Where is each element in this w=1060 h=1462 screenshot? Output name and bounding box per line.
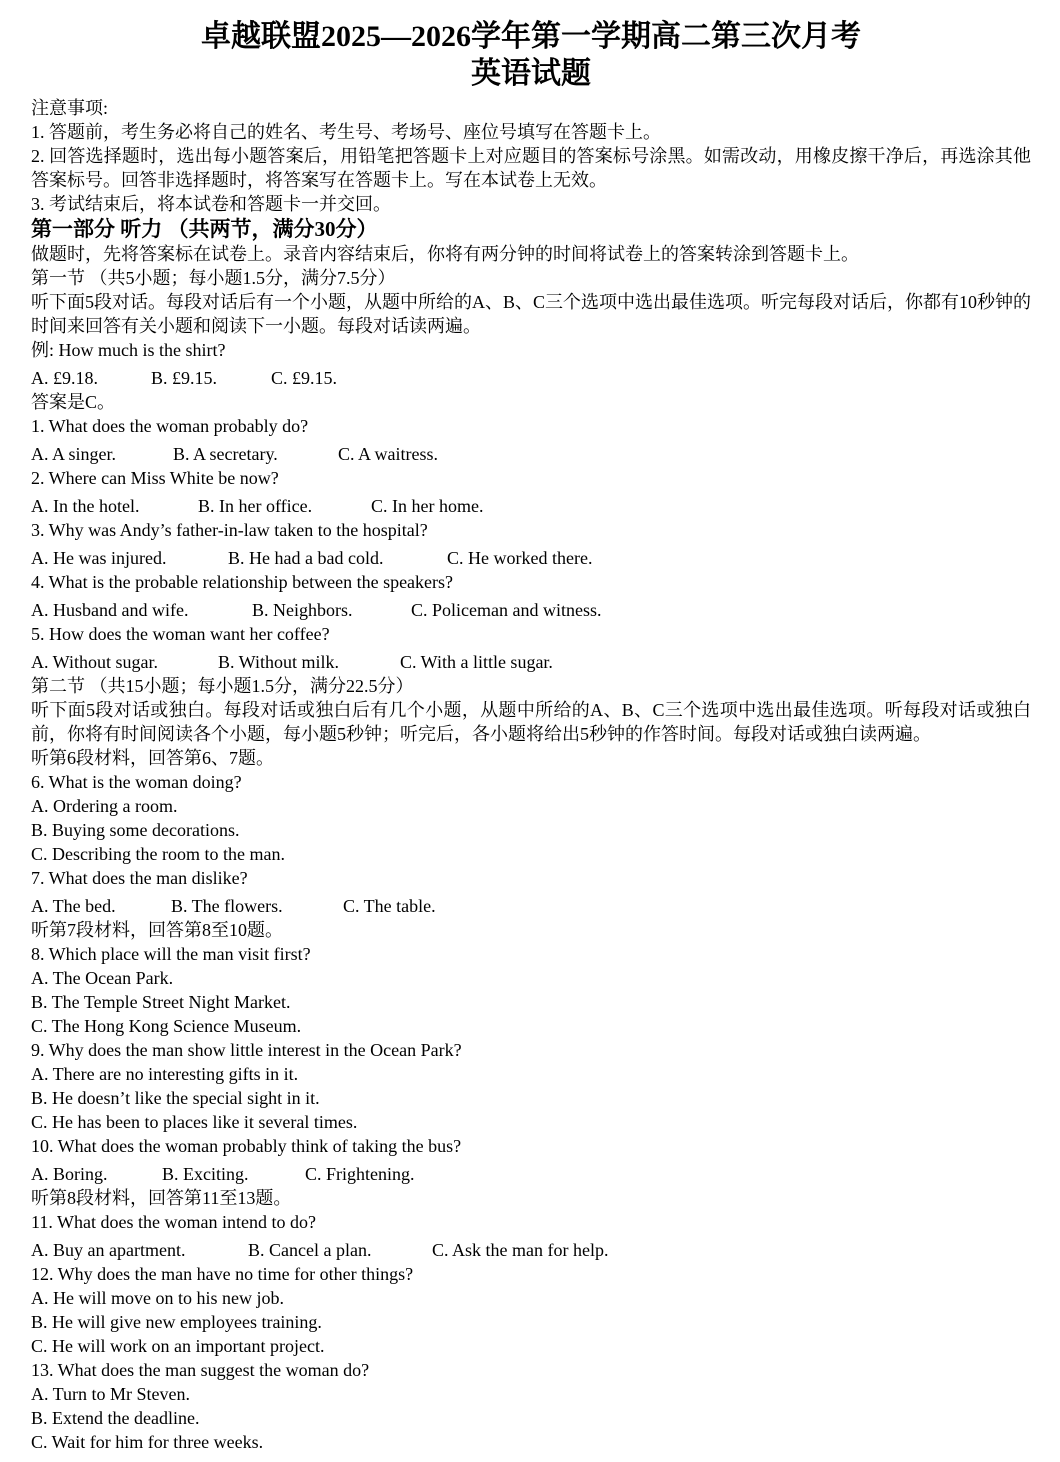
question-8: 8. Which place will the man visit first? (31, 944, 311, 964)
question-5-options (31, 650, 1031, 674)
question-3: 3. Why was Andy’s father-in-law taken to the hospital? (31, 520, 428, 540)
question-3-options (31, 546, 1031, 570)
option: B. Extend the deadline. (31, 1408, 200, 1428)
exam-subtitle: 英语试题 (471, 57, 591, 90)
option: C. A waitress. (338, 444, 439, 464)
option: A. He was injured. (31, 548, 167, 568)
exam-title: 卓越联盟2025—2026学年第一学期高二第三次月考 (201, 20, 861, 53)
notice-heading: 注意事项: (31, 98, 109, 118)
question-4: 4. What is the probable relationship between the speakers? (31, 572, 454, 592)
question-10-options (31, 1162, 1031, 1186)
option: A. There are no interesting gifts in it. (31, 1064, 299, 1084)
option: B. Neighbors. (252, 600, 353, 620)
option: C. The Hong Kong Science Museum. (31, 1016, 302, 1036)
question-11-options (31, 1238, 1031, 1262)
option: C. He has been to places like it several times. (31, 1112, 358, 1132)
option: C. The table. (343, 896, 436, 916)
question-10: 10. What does the woman probably think of taking the bus? (31, 1136, 462, 1156)
section2-instruction: 听下面5段对话或独白。每段对话或独白后有几个小题，从题中所给的A、B、C三个选项中选出最佳选项。听每段对话或独白前，你将有时间阅读各个小题，每小题5秒钟；听完后，各小题将给出5秒钟的作答时间。每段对话或独白读两遍。 (31, 700, 1031, 744)
option: A. The Ocean Park. (31, 968, 174, 988)
question-9: 9. Why does the man show little interest in the Ocean Park? (31, 1040, 462, 1060)
material-6-label: 听第6段材料，回答第6、7题。 (31, 748, 274, 768)
exam-page (31, 18, 1031, 1454)
option: A. Without sugar. (31, 652, 158, 672)
question-11: 11. What does the woman intend to do? (31, 1212, 316, 1232)
option: C. In her home. (371, 496, 484, 516)
question-5: 5. How does the woman want her coffee? (31, 624, 330, 644)
option: C. Ask the man for help. (432, 1240, 609, 1260)
option: A. The bed. (31, 896, 116, 916)
option: B. Without milk. (218, 652, 339, 672)
option: C. He will work on an important project. (31, 1336, 325, 1356)
question-1-options (31, 442, 1031, 466)
question-7-options (31, 894, 1031, 918)
question-13: 13. What does the man suggest the woman do? (31, 1360, 370, 1380)
question-6: 6. What is the woman doing? (31, 772, 242, 792)
option: C. Policeman and witness. (411, 600, 602, 620)
material-7-label: 听第7段材料，回答第8至10题。 (31, 920, 283, 940)
option: C. With a little sugar. (400, 652, 553, 672)
option: B. He will give new employees training. (31, 1312, 322, 1332)
part1-instruction: 做题时，先将答案标在试卷上。录音内容结束后，你将有两分钟的时间将试卷上的答案转涂到答题卡上。 (31, 244, 859, 264)
part1-heading: 第一部分 听力 （共两节，满分30分） (31, 217, 378, 241)
option: C. Frightening. (305, 1164, 415, 1184)
option: B. He had a bad cold. (228, 548, 384, 568)
question-4-options (31, 598, 1031, 622)
option: C. £9.15. (271, 368, 338, 388)
option: A. In the hotel. (31, 496, 140, 516)
option: B. £9.15. (151, 368, 218, 388)
option: A. Ordering a room. (31, 796, 178, 816)
question-2: 2. Where can Miss White be now? (31, 468, 279, 488)
section1-instruction: 听下面5段对话。每段对话后有一个小题，从题中所给的A、B、C三个选项中选出最佳选项。听完每段对话后，你都有10秒钟的时间来回答有关小题和阅读下一小题。每段对话读两遍。 (31, 292, 1032, 336)
notice-item: 1. 答题前，考生务必将自己的姓名、考生号、考场号、座位号填写在答题卡上。 (31, 122, 661, 142)
option: A. He will move on to his new job. (31, 1288, 284, 1308)
question-2-options (31, 494, 1031, 518)
option: B. The Temple Street Night Market. (31, 992, 291, 1012)
option: B. Exciting. (162, 1164, 249, 1184)
option: A. £9.18. (31, 368, 98, 388)
section2-heading: 第二节 （共15小题；每小题1.5分，满分22.5分） (31, 676, 414, 696)
option: A. Buy an apartment. (31, 1240, 186, 1260)
question-1: 1. What does the woman probably do? (31, 416, 309, 436)
question-12: 12. Why does the man have no time for other things? (31, 1264, 414, 1284)
option: B. He doesn’t like the special sight in it. (31, 1088, 320, 1108)
option: C. He worked there. (447, 548, 593, 568)
example-question: 例: How much is the shirt? (31, 340, 226, 360)
material-8-label: 听第8段材料，回答第11至13题。 (31, 1188, 292, 1208)
example-options (31, 366, 1031, 390)
option: C. Wait for him for three weeks. (31, 1432, 264, 1452)
option: A. Boring. (31, 1164, 108, 1184)
option: A. Husband and wife. (31, 600, 189, 620)
section1-heading: 第一节 （共5小题；每小题1.5分，满分7.5分） (31, 268, 396, 288)
option: B. Buying some decorations. (31, 820, 240, 840)
option: A. A singer. (31, 444, 117, 464)
question-7: 7. What does the man dislike? (31, 868, 248, 888)
notice-item: 3. 考试结束后，将本试卷和答题卡一并交回。 (31, 194, 391, 214)
option: B. Cancel a plan. (248, 1240, 372, 1260)
option: A. Turn to Mr Steven. (31, 1384, 191, 1404)
option: B. The flowers. (171, 896, 283, 916)
option: C. Describing the room to the man. (31, 844, 285, 864)
option: B. In her office. (198, 496, 313, 516)
option: B. A secretary. (173, 444, 278, 464)
example-answer: 答案是C。 (31, 392, 116, 412)
notice-item: 2. 回答选择题时，选出每小题答案后，用铅笔把答题卡上对应题目的答案标号涂黑。如需改动，用橡皮擦干净后，再选涂其他答案标号。回答非选择题时，将答案写在答题卡上。写在本试卷上无效。 (31, 146, 1031, 190)
